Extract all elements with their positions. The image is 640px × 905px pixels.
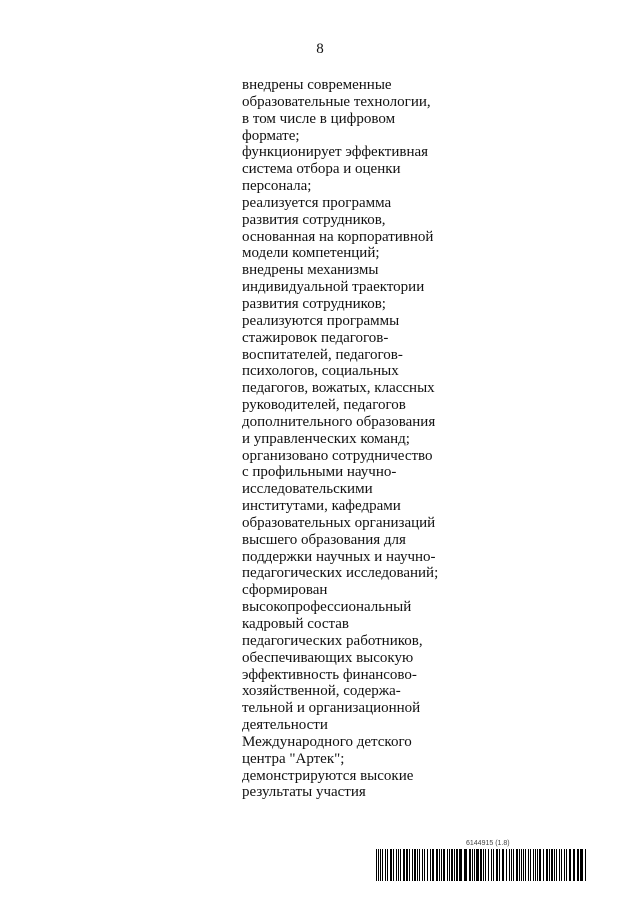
text-line: исследовательскими [242, 481, 373, 498]
barcode-bar [561, 849, 562, 881]
barcode-bar [476, 849, 479, 881]
document-code: 6144915 (1.8) [466, 840, 510, 847]
text-line: реализуется программа [242, 194, 392, 211]
barcode-bar [577, 849, 579, 881]
text-line: внедрены современные [242, 77, 392, 93]
text-line: функционирует эффективная [242, 144, 429, 161]
barcode-bar [472, 849, 473, 881]
barcode-bar [409, 849, 410, 881]
text-line: Международного детского [242, 733, 412, 750]
barcode-bar [396, 849, 397, 881]
text-line: поддержки научных и научно- [242, 548, 436, 565]
barcode-bar [513, 849, 514, 881]
barcode-bar [521, 849, 522, 881]
barcode-bar [454, 849, 455, 881]
barcode-bar [469, 849, 471, 881]
text-line: воспитателей, педагогов- [242, 346, 403, 363]
page-number: 8 [316, 41, 324, 57]
barcode-bar [539, 849, 541, 881]
barcode-bar [585, 849, 586, 881]
barcode-bar [441, 849, 442, 881]
barcode-bar [564, 849, 565, 881]
barcode-bar [516, 849, 518, 881]
barcode-bar [523, 849, 524, 881]
barcode-bar [537, 849, 538, 881]
barcode-bar [554, 849, 555, 881]
text-line: с профильными научно- [242, 464, 397, 481]
text-line: эффективность финансово- [242, 666, 417, 683]
barcode-icon [376, 849, 588, 881]
barcode-bar [533, 849, 534, 881]
barcode-bar [502, 849, 504, 881]
text-line: педагогических исследований; [242, 565, 439, 582]
barcode-bar [387, 849, 388, 881]
barcode-bar [488, 849, 489, 881]
barcode-bar [382, 849, 383, 881]
barcode-bar [403, 849, 405, 881]
text-line: кадровый состав [242, 616, 349, 632]
barcode-bar [483, 849, 484, 881]
text-line: сформирован [242, 582, 328, 599]
text-line: реализуются программы [242, 312, 400, 329]
barcode-bar [422, 849, 423, 881]
barcode-bar [543, 849, 544, 881]
text-line: дополнительного образования [242, 413, 436, 430]
text-line: образовательных организаций [242, 514, 436, 531]
barcode-bar [459, 849, 462, 881]
text-line: центра "Артек"; [242, 750, 345, 767]
barcode-bar [509, 849, 510, 881]
barcode-bar [390, 849, 392, 881]
barcode-bar [398, 849, 399, 881]
text-line: в том числе в цифровом [242, 110, 396, 127]
barcode-bar [569, 849, 571, 881]
barcode-bar [519, 849, 520, 881]
text-line: система отбора и оценки [242, 161, 401, 178]
text-line: педагогов, вожатых, классных [242, 380, 435, 397]
barcode-bar [427, 849, 428, 881]
text-line: психологов, социальных [242, 363, 399, 380]
barcode-bar [525, 849, 526, 881]
barcode-bar [376, 849, 377, 881]
text-line: руководителей, педагогов [242, 397, 406, 414]
text-line: организовано сотрудничество [242, 447, 433, 464]
barcode-bar [419, 849, 420, 881]
barcode-bar [451, 849, 453, 881]
barcode-bar [535, 849, 536, 881]
text-line: тельной и организационной [242, 700, 421, 717]
text-line: внедрены механизмы [242, 262, 379, 279]
barcode-bar [412, 849, 413, 881]
text-line: модели компетенций; [242, 245, 380, 262]
barcode-bar [417, 849, 418, 881]
barcode-bar [464, 849, 467, 881]
barcode-bar [480, 849, 482, 881]
barcode-bar [491, 849, 492, 881]
barcode-bar [528, 849, 529, 881]
text-line: индивидуальной траектории [242, 279, 425, 296]
text-line: основанная на корпоративной [242, 228, 434, 245]
barcode-bar [493, 849, 494, 881]
barcode-bar [506, 849, 507, 881]
text-line: результаты участия [242, 784, 366, 801]
barcode-bar [439, 849, 440, 881]
barcode-bar [430, 849, 431, 881]
barcode-bar [443, 849, 445, 881]
barcode-bar [378, 849, 379, 881]
text-line: демонстрируются высокие [242, 767, 414, 784]
text-line: персонала; [242, 178, 312, 195]
document-body [242, 77, 457, 801]
barcode-bar [580, 849, 583, 881]
text-line: развития сотрудников; [242, 295, 386, 312]
barcode-bar [385, 849, 386, 881]
barcode-bar [414, 849, 416, 881]
barcode-bar [393, 849, 394, 881]
text-line: развития сотрудников, [242, 211, 386, 228]
text-line: высокопрофессиональный [242, 599, 412, 616]
barcode-bar [406, 849, 408, 881]
text-line: стажировок педагогов- [242, 329, 389, 346]
text-line: деятельности [242, 717, 328, 734]
barcode-bar [549, 849, 550, 881]
barcode-bar [485, 849, 486, 881]
barcode-bar [496, 849, 498, 881]
barcode-bar [573, 849, 575, 881]
text-line: обеспечивающих высокую [242, 649, 414, 666]
barcode-bar [530, 849, 531, 881]
barcode-bar [566, 849, 567, 881]
text-line: высшего образования для [242, 531, 406, 548]
barcode-bar [556, 849, 557, 881]
text-line: образовательные технологии, [242, 93, 431, 110]
barcode-bar [380, 849, 381, 881]
barcode-bar [432, 849, 434, 881]
barcode-bar [456, 849, 458, 881]
text-line: формате; [242, 127, 300, 144]
barcode-bar [511, 849, 512, 881]
text-line: и управленческих команд; [242, 430, 410, 447]
barcode-bar [449, 849, 450, 881]
barcode-bar [499, 849, 500, 881]
text-line: хозяйственной, содержа- [242, 683, 401, 700]
barcode-bar [447, 849, 448, 881]
barcode-bar [474, 849, 475, 881]
barcode-bar [551, 849, 553, 881]
barcode-bar [546, 849, 548, 881]
barcode-bar [424, 849, 425, 881]
barcode-bar [436, 849, 438, 881]
text-line: педагогических работников, [242, 632, 423, 649]
barcode-bar [400, 849, 401, 881]
text-line: институтами, кафедрами [242, 498, 401, 515]
barcode-bar [559, 849, 560, 881]
